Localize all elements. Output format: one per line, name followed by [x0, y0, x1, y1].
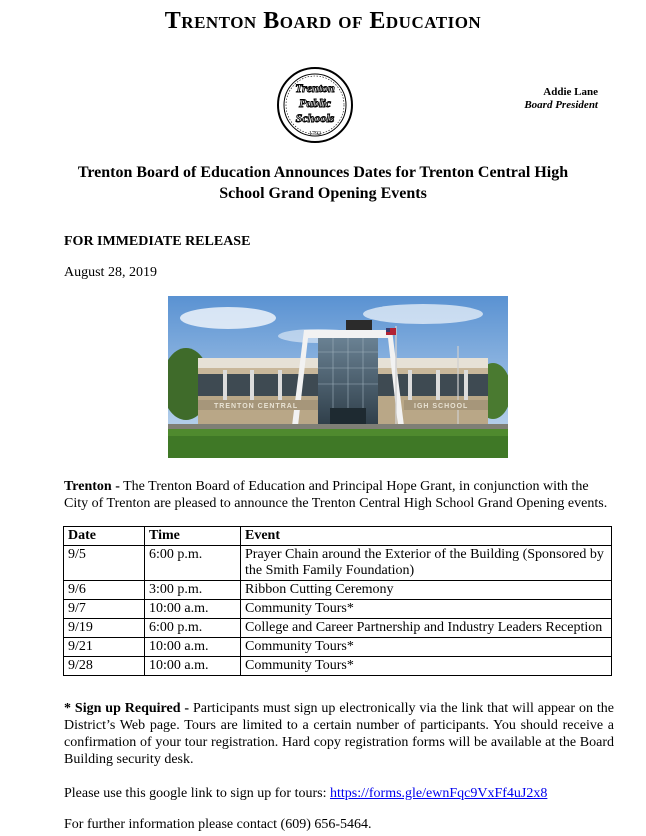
president-name: Addie Lane [543, 86, 598, 98]
event-name: Community Tours* [241, 600, 612, 619]
event-time: 6:00 p.m. [145, 619, 241, 638]
organization-title: Trenton Board of Education [164, 8, 482, 34]
event-date: 9/21 [64, 638, 145, 657]
signup-link-line [64, 786, 547, 802]
intro-text: The Trenton Board of Education and Principal Hope Grant, in conjunction with the City of Trenton are pleased to announce the Trenton Central High School Grand Opening events. [64, 479, 608, 511]
svg-text:TRENTON CENTRAL: TRENTON CENTRAL [214, 403, 299, 410]
release-date: August 28, 2019 [64, 265, 157, 280]
board-president-block [524, 86, 598, 112]
event-name: Community Tours* [241, 657, 612, 676]
intro-paragraph [64, 478, 614, 512]
table-row [64, 619, 612, 638]
svg-text:Public: Public [299, 96, 331, 110]
table-row [64, 546, 612, 581]
header-event: Event [241, 527, 612, 546]
signup-link-label: Please use this google link to sign up for tours: [64, 786, 330, 801]
event-time: 6:00 p.m. [145, 546, 241, 581]
svg-text:Schools: Schools [295, 111, 335, 125]
table-row [64, 600, 612, 619]
release-label: FOR IMMEDIATE RELEASE [64, 234, 251, 249]
intro-lead: Trenton - [64, 479, 120, 494]
event-time: 10:00 a.m. [145, 638, 241, 657]
event-time: 10:00 a.m. [145, 600, 241, 619]
table-row [64, 638, 612, 657]
event-time: 3:00 p.m. [145, 581, 241, 600]
event-name: Prayer Chain around the Exterior of the Building (Sponsored by the Smith Family Foundation) [241, 546, 612, 581]
event-date: 9/5 [64, 546, 145, 581]
event-name: College and Career Partnership and Industry Leaders Reception [241, 619, 612, 638]
event-time: 10:00 a.m. [145, 657, 241, 676]
event-date: 9/19 [64, 619, 145, 638]
signup-paragraph [64, 700, 614, 768]
press-headline: Trenton Board of Education Announces Dates for Trenton Central High School Grand Opening Events [77, 164, 569, 202]
president-role: Board President [524, 99, 598, 111]
event-name: Community Tours* [241, 638, 612, 657]
school-building-photo [168, 296, 508, 458]
signup-form-link[interactable]: https://forms.gle/ewnFqc9VxFf4uJ2x8 [329, 786, 548, 801]
signup-text: Participants must sign up electronically via the link that will appear on the District’s Web page. Tours are limited to a certain number of participants. You should receive a confirmation of your tour registration. Hard copy registration forms will be available at the Board Building security desk. [64, 701, 614, 767]
event-name: Ribbon Cutting Ceremony [241, 581, 612, 600]
table-row [64, 581, 612, 600]
header-time: Time [145, 527, 241, 546]
event-date: 9/6 [64, 581, 145, 600]
table-row [64, 657, 612, 676]
event-date: 9/28 [64, 657, 145, 676]
school-seal-icon [276, 66, 354, 144]
event-date: 9/7 [64, 600, 145, 619]
contact-line: For further information please contact (609) 656-5464. [64, 817, 372, 832]
events-table [63, 526, 612, 676]
signup-lead: * Sign up Required - [64, 701, 190, 716]
header-date: Date [64, 527, 145, 546]
svg-text:1792: 1792 [309, 131, 321, 137]
table-header-row [64, 527, 612, 546]
svg-text:IGH SCHOOL: IGH SCHOOL [414, 403, 469, 410]
svg-text:Trenton: Trenton [295, 81, 335, 95]
